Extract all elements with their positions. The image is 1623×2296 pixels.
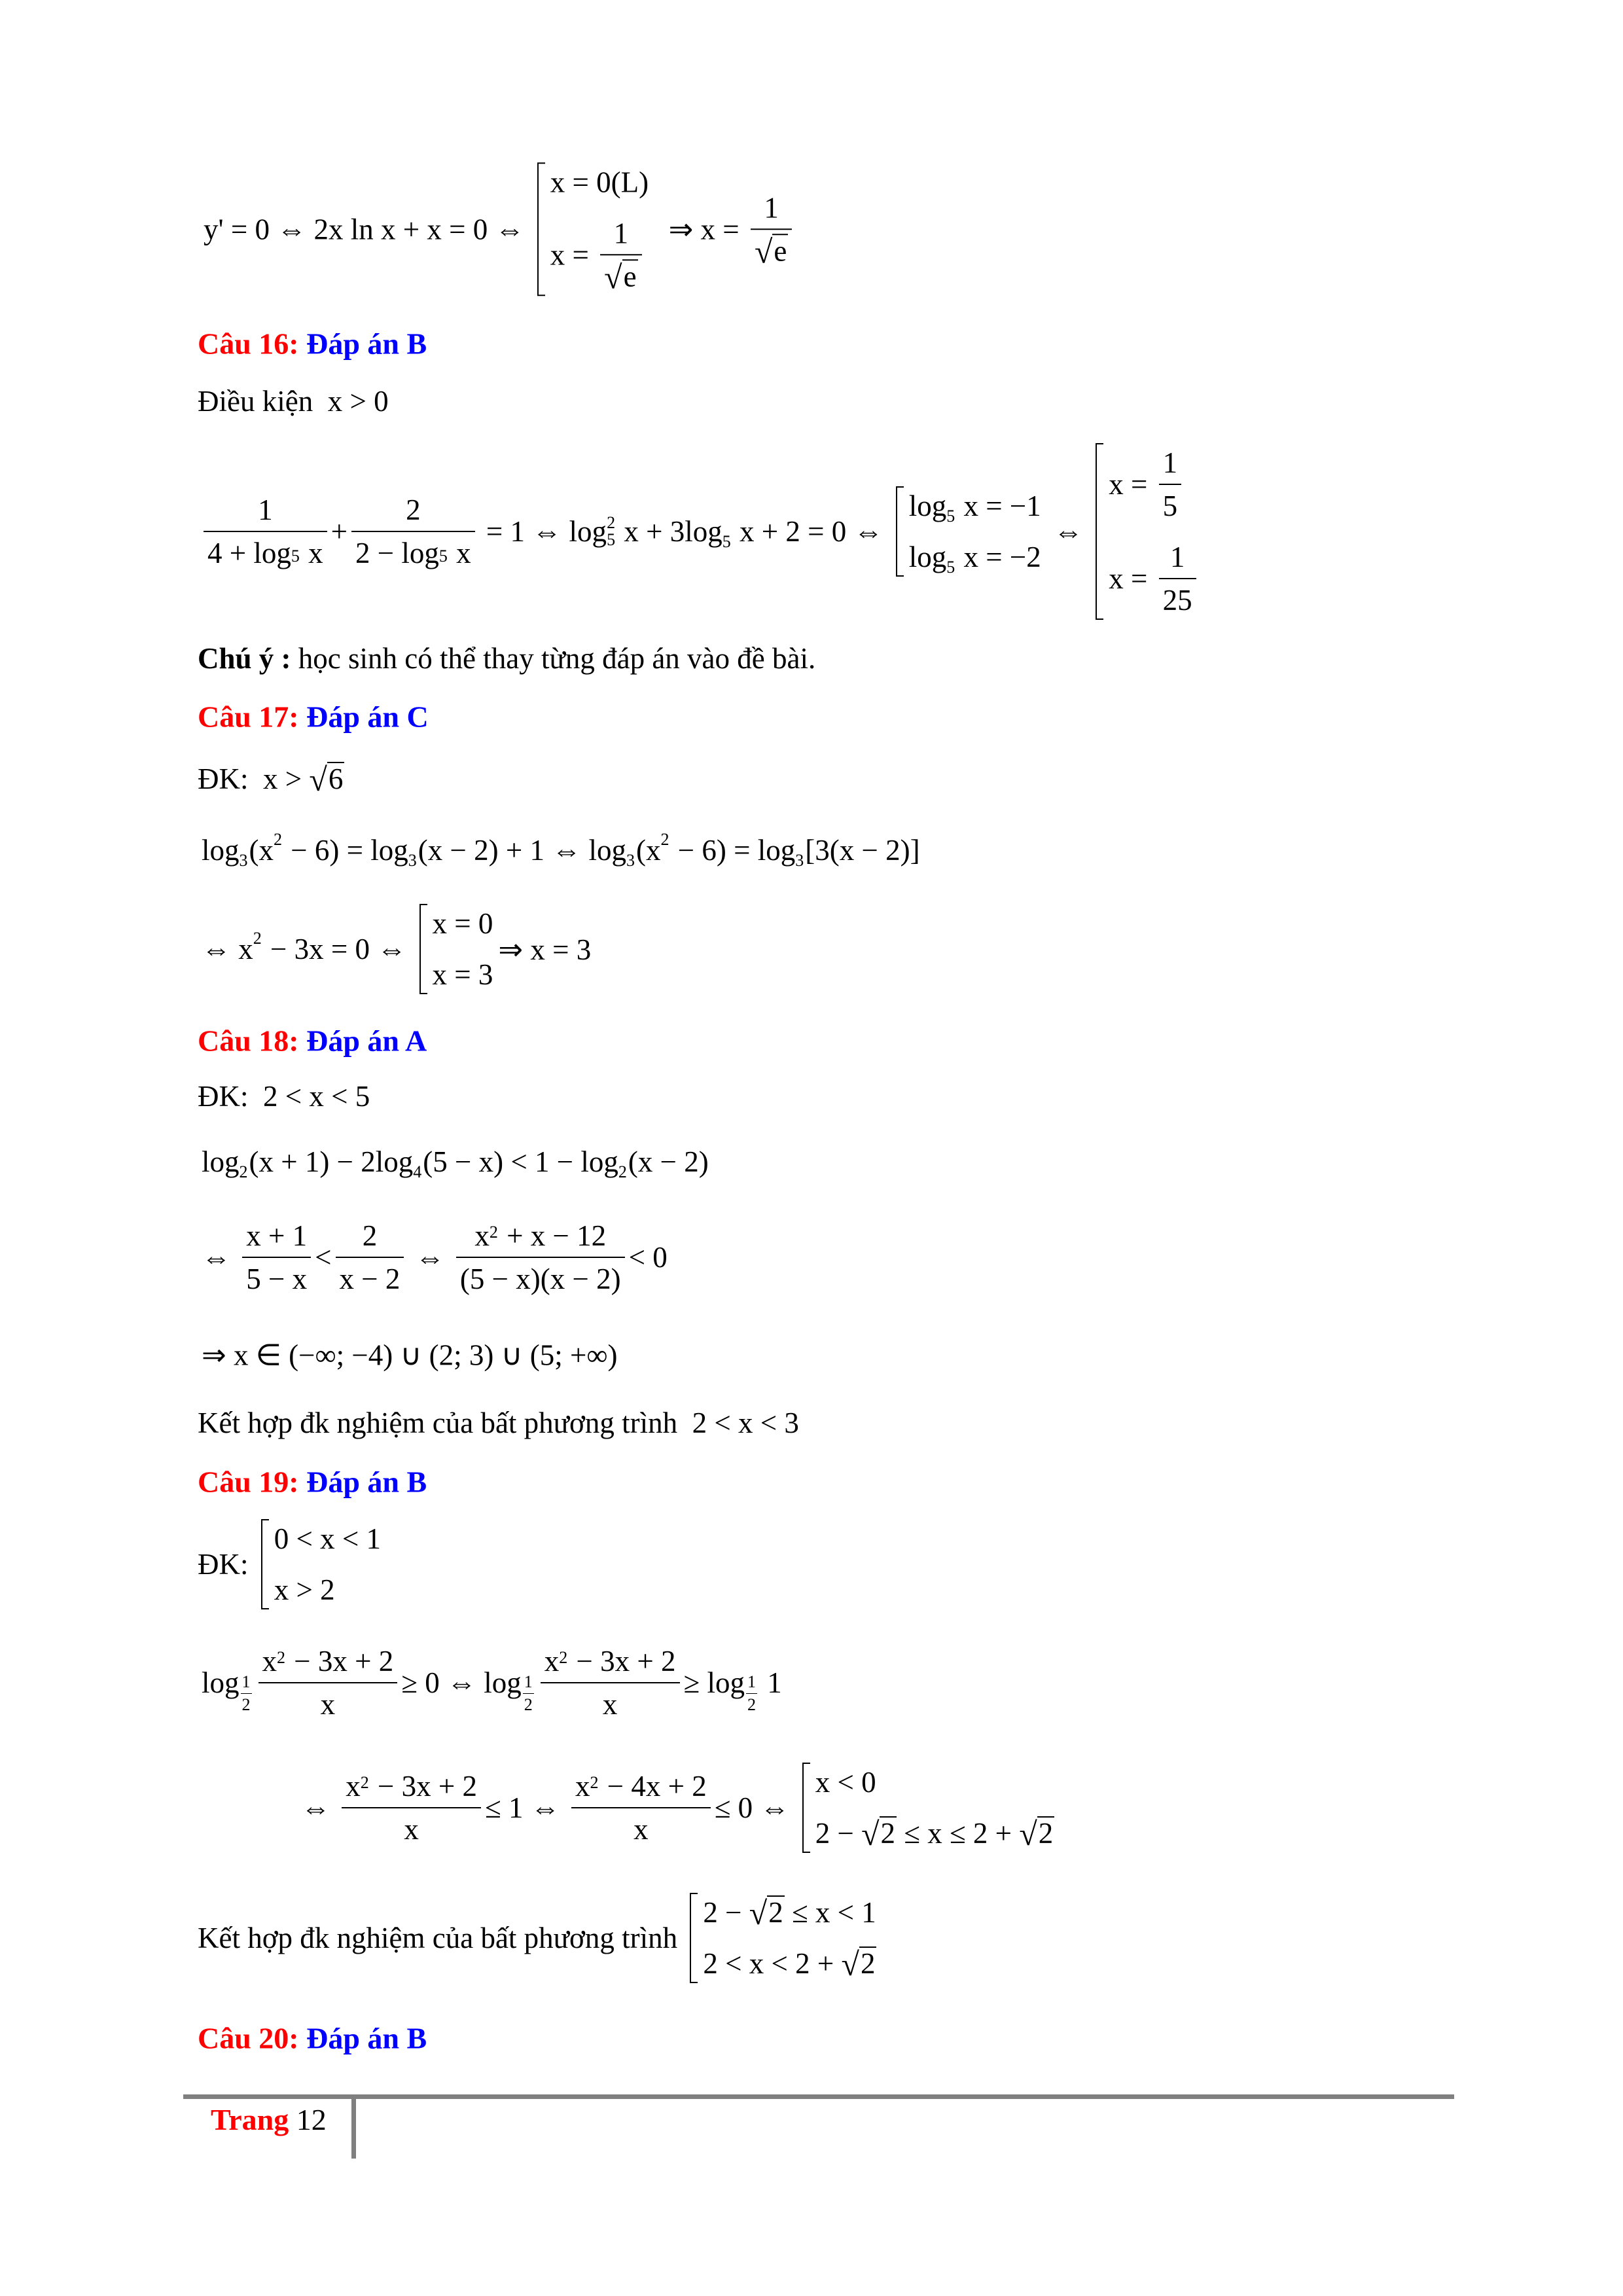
denominator [746, 1694, 757, 1715]
math-text: 1 [759, 1666, 782, 1699]
equation-system-bracket [419, 904, 493, 994]
denominator [204, 532, 327, 570]
question-18-heading [198, 1024, 427, 1058]
math-text: 2 − [815, 1817, 862, 1850]
subscript [240, 851, 248, 870]
math-text: < [315, 1241, 332, 1274]
math-text: 1 [613, 217, 629, 250]
footer-rule [183, 2094, 1454, 2099]
square-root [861, 1816, 897, 1850]
math-text: 2 [590, 1773, 599, 1792]
math-text: ⇔ [408, 1241, 452, 1274]
equation-top [204, 162, 796, 296]
math-text: 6 [328, 762, 344, 796]
system-row [908, 540, 1041, 577]
system-row [274, 1573, 381, 1607]
math-text: 2 [524, 1695, 533, 1714]
math-text: ≤ x ≤ 2 + [897, 1817, 1020, 1850]
math-text: log [908, 541, 947, 573]
system-row [908, 489, 1041, 526]
q19-equation-1 [202, 1644, 782, 1721]
math-text: 2 [860, 1947, 876, 1981]
math-text: (x + 1) − 2log [249, 1145, 414, 1178]
math-text: x > 2 [274, 1573, 335, 1606]
page-number [211, 2102, 327, 2137]
q18-equation-1 [202, 1145, 709, 1179]
math-text: ≤ 0 ⇔ [714, 1791, 797, 1824]
math-text: x < 0 [815, 1766, 876, 1799]
math-text: 2 [1038, 1817, 1054, 1850]
math-text: ⇒ x = [654, 213, 747, 246]
math-text: − 3x + 2 [287, 1645, 394, 1677]
q19-condition [198, 1519, 386, 1609]
math-text: 2 [618, 1162, 627, 1181]
equation-system-bracket [261, 1519, 381, 1609]
answer-label: Đáp án C [298, 700, 429, 734]
math-text: 1 [241, 1672, 251, 1691]
subscript [291, 547, 300, 566]
math-text: 1 [747, 1672, 756, 1691]
math-text: x + 2 = 0 ⇔ [732, 515, 891, 548]
q17-equation-2 [202, 904, 591, 994]
math-text: 2 − [703, 1896, 749, 1929]
math-text: 5 [291, 547, 300, 565]
numerator [523, 1672, 534, 1694]
math-text: ĐK: [198, 1548, 256, 1581]
math-text: Điều kiện x > 0 [198, 385, 389, 418]
q16-note [198, 641, 815, 675]
radicand [1037, 1816, 1055, 1850]
denominator [317, 1683, 340, 1721]
math-text: 2 [880, 1817, 896, 1850]
system-row [815, 1765, 1055, 1799]
math-text: − 4x + 2 [599, 1770, 707, 1803]
math-text: 2 [489, 1223, 498, 1242]
question-19-heading [198, 1465, 427, 1499]
math-text: ⇔ [1046, 515, 1091, 548]
math-text: ≥ 0 ⇔ log [401, 1666, 522, 1699]
math-text: 3 [239, 851, 248, 870]
denominator [523, 1694, 534, 1715]
math-text: 2 [660, 830, 669, 849]
radical-sign-icon: √ [754, 232, 773, 270]
equation-system-bracket [802, 1763, 1055, 1853]
numerator [571, 1769, 711, 1808]
numerator [342, 1769, 481, 1808]
system-row [703, 1895, 876, 1929]
math-text: x = −2 [956, 541, 1041, 573]
radical-sign-icon: √ [1019, 1815, 1037, 1852]
denominator [400, 1808, 423, 1846]
question-16-heading [198, 327, 427, 361]
answer-label: Đáp án B [298, 2021, 427, 2055]
math-text: 2 [406, 493, 421, 526]
radical-sign-icon: √ [749, 1894, 768, 1931]
system-row [433, 958, 493, 992]
numerator [351, 493, 475, 532]
fraction [1159, 446, 1182, 523]
math-text: 2 [253, 929, 262, 948]
radical-sign-icon: √ [861, 1815, 880, 1852]
answer-label: Đáp án A [298, 1024, 427, 1058]
subscript [946, 558, 955, 577]
numerator [1159, 446, 1182, 485]
math-text: 3 [626, 851, 635, 870]
equation-system-bracket [1096, 443, 1200, 620]
math-text: log [908, 490, 947, 522]
math-text: ≥ log [683, 1666, 745, 1699]
math-text: (x [636, 834, 661, 867]
math-text: x [474, 1219, 490, 1252]
math-text: x [346, 1770, 361, 1803]
numerator [204, 493, 327, 532]
numerator [241, 1672, 252, 1694]
math-text: Kết hợp đk nghiệm của bất phương trình [198, 1922, 685, 1954]
math-text: 1 [764, 191, 779, 224]
radicand [327, 762, 345, 796]
math-text: x [633, 1813, 649, 1846]
math-text: 2 [274, 830, 283, 849]
math-text: − 3x = 0 ⇔ [262, 933, 414, 965]
math-text: x [448, 537, 471, 569]
square-root [309, 762, 344, 796]
answer-label: Đáp án B [298, 1465, 427, 1499]
radicand [767, 1895, 785, 1929]
q18-conclusion [198, 1406, 799, 1440]
math-text: 2 [559, 1648, 568, 1667]
q19-equation-2 [301, 1763, 1060, 1853]
square-root [604, 259, 637, 293]
math-text: 2 [241, 1695, 251, 1714]
math-text: 2 [768, 1896, 783, 1929]
math-text: ⇒ x = 3 [498, 933, 592, 966]
subscript [413, 1162, 421, 1182]
math-text: 5 [946, 507, 955, 526]
q17-condition [198, 762, 344, 796]
question-label: Câu 17: [198, 700, 299, 734]
denominator [1159, 579, 1196, 617]
radicand [859, 1946, 877, 1981]
numerator [242, 1219, 311, 1258]
math-text: 3 [795, 851, 804, 870]
math-text: 2 [360, 1773, 369, 1792]
math-text: log [202, 1145, 240, 1178]
system-row [815, 1816, 1055, 1850]
page-number-value: 12 [289, 2103, 327, 2136]
math-text: x = [1109, 468, 1155, 501]
numerator [541, 1644, 680, 1683]
math-text: 5 [1162, 490, 1178, 522]
math-text: 5 − x [246, 1263, 308, 1295]
math-text: x = [550, 238, 597, 271]
fraction [351, 493, 475, 570]
fraction [242, 1219, 311, 1296]
radicand [622, 259, 638, 293]
q18-equation-2 [202, 1219, 668, 1296]
subscript [240, 1162, 248, 1182]
math-text: ĐK: 2 < x < 5 [198, 1080, 370, 1113]
math-text: 5 [722, 532, 731, 551]
math-text: ≤ 1 ⇔ [485, 1791, 567, 1824]
math-text: Kết hợp đk nghiệm của bất phương trình 2 < x < 3 [198, 1407, 799, 1439]
math-text: x [544, 1645, 560, 1677]
square-root [755, 234, 788, 268]
math-text: (5 − x) < 1 − log [423, 1145, 618, 1178]
fraction [571, 1769, 711, 1846]
superscript [607, 514, 615, 531]
math-text: x + 1 [246, 1219, 308, 1252]
system-row [703, 1946, 876, 1981]
superscript [277, 1648, 285, 1668]
math-text: ⇔ x [202, 933, 253, 965]
math-text: 1 [1169, 541, 1185, 573]
denominator [751, 230, 792, 268]
numerator [336, 1219, 404, 1258]
subscript [607, 531, 615, 548]
numerator [746, 1672, 757, 1694]
question-20-heading [198, 2021, 427, 2056]
numerator [1159, 540, 1196, 579]
q18-condition [198, 1079, 370, 1113]
subscript [240, 1672, 253, 1715]
fraction [1159, 540, 1196, 617]
superscript [274, 830, 282, 850]
math-text: 5 [607, 530, 616, 549]
math-text: + [330, 515, 348, 548]
math-text: 2 [277, 1648, 286, 1667]
superscript [490, 1223, 498, 1242]
math-text: (5 − x)(x − 2) [459, 1263, 621, 1295]
note-text: học sinh có thể thay từng đáp án vào đề bài. [291, 642, 816, 675]
radicand [772, 234, 788, 268]
fraction [241, 1672, 252, 1715]
q17-equation-1 [202, 830, 920, 870]
math-text: < 0 [628, 1241, 668, 1274]
system-row [550, 216, 649, 293]
radical-sign-icon: √ [604, 258, 622, 295]
superscript [253, 929, 262, 948]
math-text: x − 2 [339, 1263, 401, 1295]
math-text: x = 0 [432, 907, 493, 940]
system-row [1109, 446, 1200, 523]
square-root [842, 1946, 877, 1981]
math-text: (x − 2) + 1 ⇔ log [418, 834, 626, 867]
denominator [241, 1694, 252, 1715]
math-text: 2 − log [355, 537, 439, 569]
math-text: 1 [258, 493, 273, 526]
math-text: 3 [408, 851, 417, 870]
math-text: x [404, 1813, 419, 1846]
equation-system-bracket [537, 162, 649, 296]
footer-divider [351, 2097, 356, 2159]
math-text: 5 [946, 558, 955, 577]
question-label: Câu 19: [198, 1465, 299, 1499]
equation-system-bracket [896, 486, 1041, 577]
superscript [559, 1648, 567, 1668]
fraction [541, 1644, 680, 1721]
fraction [342, 1769, 481, 1846]
superscript [590, 1773, 598, 1793]
system-row [433, 906, 493, 941]
subscript [408, 851, 417, 870]
radical-sign-icon: √ [841, 1945, 859, 1982]
subscript [439, 547, 448, 566]
math-text: 2 [607, 513, 616, 532]
denominator [456, 1258, 625, 1296]
numerator [456, 1219, 625, 1258]
question-label: Câu 20: [198, 2021, 299, 2055]
math-text: 2 [362, 1219, 378, 1252]
math-text: 2 [239, 1162, 248, 1181]
math-text: 0 < x < 1 [274, 1522, 382, 1555]
fraction [746, 1672, 757, 1715]
q16-condition [198, 384, 389, 418]
math-text: e [623, 260, 637, 293]
sub-superscript [607, 514, 615, 548]
math-text: 25 [1162, 584, 1192, 617]
fraction [259, 1644, 398, 1721]
question-label: Câu 16: [198, 327, 299, 361]
page-label: Trang [211, 2103, 289, 2136]
denominator [599, 1683, 622, 1721]
numerator [751, 190, 792, 230]
q19-conclusion [198, 1893, 882, 1983]
math-text: log [202, 1666, 240, 1699]
superscript [661, 830, 669, 850]
q16-equation [200, 443, 1205, 620]
math-text: 1 [524, 1672, 533, 1691]
math-text: − 6) = log [670, 834, 796, 867]
math-text: x = −1 [956, 490, 1041, 522]
math-text: (x [249, 834, 274, 867]
math-text: y' = 0 ⇔ 2x ln x + x = 0 ⇔ [204, 213, 532, 245]
math-text: [3(x − 2)] [805, 834, 920, 867]
fraction [523, 1672, 534, 1715]
radical-sign-icon: √ [309, 761, 327, 798]
math-text: − 3x + 2 [370, 1770, 478, 1803]
math-text: ⇔ [202, 1241, 239, 1274]
math-text: 4 [413, 1162, 422, 1181]
answer-label: Đáp án B [298, 327, 427, 361]
fraction [336, 1219, 404, 1296]
subscript [626, 851, 635, 870]
square-root [1019, 1816, 1054, 1850]
math-text: − 3x + 2 [569, 1645, 676, 1677]
math-text: x [262, 1645, 277, 1677]
math-text: x [575, 1770, 590, 1803]
math-text: x [300, 537, 323, 569]
math-text: x [320, 1688, 336, 1721]
q18-equation-3 [202, 1338, 618, 1372]
subscript [722, 532, 731, 552]
math-text: = 1 ⇔ log [478, 515, 607, 548]
numerator [600, 216, 641, 255]
math-text: 2 < x < 2 + [703, 1947, 842, 1980]
denominator [630, 1808, 652, 1846]
math-text: 5 [438, 547, 448, 565]
math-text: e [774, 234, 787, 268]
denominator [351, 532, 475, 570]
math-text: 2 [747, 1695, 756, 1714]
math-text: − 6) = log [283, 834, 408, 867]
math-text: 4 + log [207, 537, 291, 569]
math-text: x = 3 [432, 958, 493, 991]
equation-system-bracket [690, 1893, 876, 1983]
radicand [880, 1816, 897, 1850]
subscript [745, 1672, 758, 1715]
math-text: x = [1109, 562, 1155, 595]
numerator [259, 1644, 398, 1683]
math-text: log [202, 834, 240, 867]
math-text: ĐK: x > [198, 762, 310, 795]
denominator [1159, 485, 1182, 523]
fraction [204, 493, 327, 570]
fraction [600, 216, 641, 293]
denominator [336, 1258, 404, 1296]
fraction [751, 190, 792, 268]
denominator [600, 255, 641, 293]
fraction [456, 1219, 625, 1296]
subscript [522, 1672, 535, 1715]
math-text: x [602, 1688, 618, 1721]
math-text: (x − 2) [628, 1145, 709, 1178]
math-text: x = 0(L) [550, 166, 649, 199]
question-label: Câu 18: [198, 1024, 299, 1058]
system-row [550, 165, 649, 199]
math-text: ⇒ x ∈ (−∞; −4) ∪ (2; 3) ∪ (5; +∞) [202, 1338, 618, 1372]
system-row [1109, 540, 1200, 617]
subscript [618, 1162, 627, 1182]
math-text: 1 [1162, 446, 1178, 479]
math-text: + x − 12 [499, 1219, 607, 1252]
subscript [946, 507, 955, 526]
system-row [274, 1522, 381, 1556]
math-text: ≤ x < 1 [784, 1896, 876, 1929]
math-text: x + 3log [616, 515, 722, 548]
superscript [361, 1773, 369, 1793]
square-root [749, 1895, 785, 1929]
question-17-heading [198, 700, 429, 734]
note-label: Chú ý : [198, 642, 291, 675]
subscript [795, 851, 804, 870]
denominator [242, 1258, 311, 1296]
math-text: ⇔ [301, 1791, 338, 1824]
